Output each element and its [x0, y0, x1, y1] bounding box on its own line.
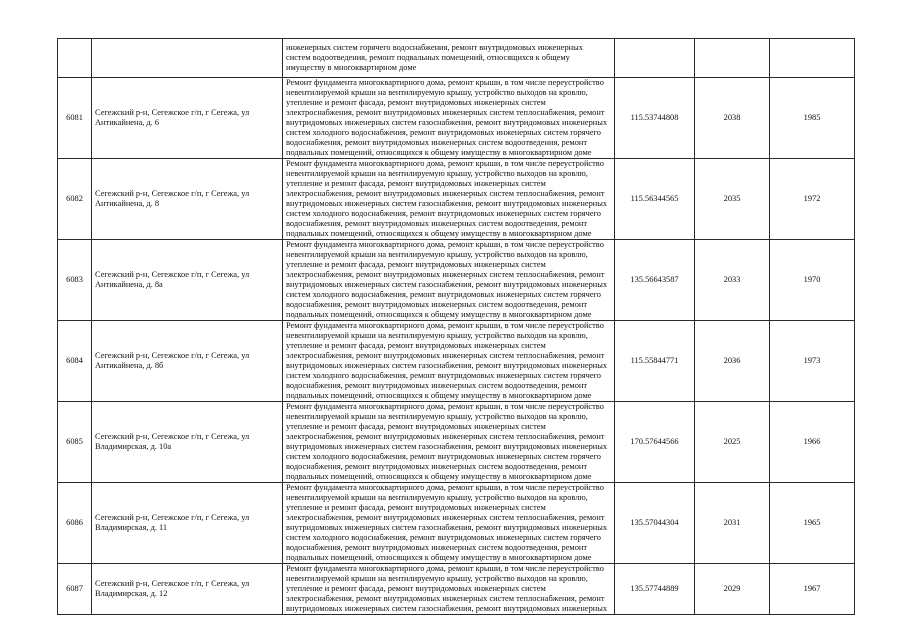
- address-cell: Сегежский р-н, Сегежское г/п, г Сегежа, ул Владимирская, д. 11: [92, 483, 283, 564]
- address-cell: Сегежский р-н, Сегежское г/п, г Сегежа, ул Владимирская, д. 12: [92, 564, 283, 615]
- works-cell: Ремонт фундамента многоквартирного дома, ремонт крыши, в том числе переустройство невентилируемой крыши на вентилируемую крышу, устройство выходов на кровлю, утепление и ремонт фасада, ремонт внутридомовых инженерных систем электроснабжения, ремонт внутридомовых инженерных систем теплоснабжения, ремонт внутридомовых инженерных систем газоснабжения, ремонт внутридомовых инженерных: [283, 564, 615, 615]
- capital-repair-table: [57, 38, 855, 615]
- plan-year-cell: 2038: [695, 78, 770, 159]
- row-number-cell: 6083: [58, 240, 92, 321]
- row-number-cell: 6087: [58, 564, 92, 615]
- built-year-cell: 1967: [770, 564, 855, 615]
- built-year-cell: [770, 39, 855, 78]
- table-row: [58, 564, 855, 615]
- cost-cell: 135.57744889: [615, 564, 695, 615]
- address-cell: Сегежский р-н, Сегежское г/п, г Сегежа, ул Антикайнена, д. 8: [92, 159, 283, 240]
- built-year-cell: 1972: [770, 159, 855, 240]
- row-number-cell: 6081: [58, 78, 92, 159]
- built-year-cell: 1965: [770, 483, 855, 564]
- works-cell: Ремонт фундамента многоквартирного дома, ремонт крыши, в том числе переустройство невентилируемой крыши на вентилируемую крышу, устройство выходов на кровлю, утепление и ремонт фасада, ремонт внутридомовых инженерных систем электроснабжения, ремонт внутридомовых инженерных систем теплоснабжения, ремонт внутридомовых инженерных систем газоснабжения, ремонт внутридомовых инженерных систем холодного водоснабжения, ремонт внутридомовых инженерных систем горячего водоснабжения, ремонт внутридомовых инженерных систем водоотведения, ремонт подвальных помещений, относящихся к общему имуществу в многоквартирном доме: [283, 321, 615, 402]
- table-row: [58, 78, 855, 159]
- plan-year-cell: 2029: [695, 564, 770, 615]
- row-number-cell: [58, 39, 92, 78]
- built-year-cell: 1985: [770, 78, 855, 159]
- plan-year-cell: 2035: [695, 159, 770, 240]
- table-row: [58, 321, 855, 402]
- cost-cell: 135.57044304: [615, 483, 695, 564]
- row-number-cell: 6082: [58, 159, 92, 240]
- table-body: [58, 39, 855, 615]
- table-row: [58, 402, 855, 483]
- address-cell: Сегежский р-н, Сегежское г/п, г Сегежа, ул Антикайнена, д. 8б: [92, 321, 283, 402]
- table-row: [58, 39, 855, 78]
- cost-cell: 135.56643587: [615, 240, 695, 321]
- address-cell: Сегежский р-н, Сегежское г/п, г Сегежа, ул Владимирская, д. 10а: [92, 402, 283, 483]
- works-cell: Ремонт фундамента многоквартирного дома, ремонт крыши, в том числе переустройство невентилируемой крыши на вентилируемую крышу, устройство выходов на кровлю, утепление и ремонт фасада, ремонт внутридомовых инженерных систем электроснабжения, ремонт внутридомовых инженерных систем теплоснабжения, ремонт внутридомовых инженерных систем газоснабжения, ремонт внутридомовых инженерных систем холодного водоснабжения, ремонт внутридомовых инженерных систем горячего водоснабжения, ремонт внутридомовых инженерных систем водоотведения, ремонт подвальных помещений, относящихся к общему имуществу в многоквартирном доме: [283, 483, 615, 564]
- works-cell: Ремонт фундамента многоквартирного дома, ремонт крыши, в том числе переустройство невентилируемой крыши на вентилируемую крышу, устройство выходов на кровлю, утепление и ремонт фасада, ремонт внутридомовых инженерных систем электроснабжения, ремонт внутридомовых инженерных систем теплоснабжения, ремонт внутридомовых инженерных систем газоснабжения, ремонт внутридомовых инженерных систем холодного водоснабжения, ремонт внутридомовых инженерных систем горячего водоснабжения, ремонт внутридомовых инженерных систем водоотведения, ремонт подвальных помещений, относящихся к общему имуществу в многоквартирном доме: [283, 240, 615, 321]
- works-cell: Ремонт фундамента многоквартирного дома, ремонт крыши, в том числе переустройство невентилируемой крыши на вентилируемую крышу, устройство выходов на кровлю, утепление и ремонт фасада, ремонт внутридомовых инженерных систем электроснабжения, ремонт внутридомовых инженерных систем теплоснабжения, ремонт внутридомовых инженерных систем газоснабжения, ремонт внутридомовых инженерных систем холодного водоснабжения, ремонт внутридомовых инженерных систем горячего водоснабжения, ремонт внутридомовых инженерных систем водоотведения, ремонт подвальных помещений, относящихся к общему имуществу в многоквартирном доме: [283, 78, 615, 159]
- cost-cell: 115.56344565: [615, 159, 695, 240]
- row-number-cell: 6084: [58, 321, 92, 402]
- works-cell: Ремонт фундамента многоквартирного дома, ремонт крыши, в том числе переустройство невентилируемой крыши на вентилируемую крышу, устройство выходов на кровлю, утепление и ремонт фасада, ремонт внутридомовых инженерных систем электроснабжения, ремонт внутридомовых инженерных систем теплоснабжения, ремонт внутридомовых инженерных систем газоснабжения, ремонт внутридомовых инженерных систем холодного водоснабжения, ремонт внутридомовых инженерных систем горячего водоснабжения, ремонт внутридомовых инженерных систем водоотведения, ремонт подвальных помещений, относящихся к общему имуществу в многоквартирном доме: [283, 159, 615, 240]
- works-cell: Ремонт фундамента многоквартирного дома, ремонт крыши, в том числе переустройство невентилируемой крыши на вентилируемую крышу, устройство выходов на кровлю, утепление и ремонт фасада, ремонт внутридомовых инженерных систем электроснабжения, ремонт внутридомовых инженерных систем теплоснабжения, ремонт внутридомовых инженерных систем газоснабжения, ремонт внутридомовых инженерных систем холодного водоснабжения, ремонт внутридомовых инженерных систем горячего водоснабжения, ремонт внутридомовых инженерных систем водоотведения, ремонт подвальных помещений, относящихся к общему имуществу в многоквартирном доме: [283, 402, 615, 483]
- built-year-cell: 1973: [770, 321, 855, 402]
- cost-cell: [615, 39, 695, 78]
- row-number-cell: 6085: [58, 402, 92, 483]
- built-year-cell: 1970: [770, 240, 855, 321]
- address-cell: Сегежский р-н, Сегежское г/п, г Сегежа, ул Антикайнена, д. 6: [92, 78, 283, 159]
- built-year-cell: 1966: [770, 402, 855, 483]
- plan-year-cell: 2031: [695, 483, 770, 564]
- cost-cell: 170.57644566: [615, 402, 695, 483]
- address-cell: [92, 39, 283, 78]
- plan-year-cell: 2036: [695, 321, 770, 402]
- plan-year-cell: 2033: [695, 240, 770, 321]
- cost-cell: 115.53744808: [615, 78, 695, 159]
- works-cell: инженерных систем горячего водоснабжения, ремонт внутридомовых инженерных систем водоотведения, ремонт подвальных помещений, относящихся к общему имуществу в многоквартирном доме: [283, 39, 615, 78]
- address-cell: Сегежский р-н, Сегежское г/п, г Сегежа, ул Антикайнена, д. 8а: [92, 240, 283, 321]
- cost-cell: 115.55844771: [615, 321, 695, 402]
- plan-year-cell: 2025: [695, 402, 770, 483]
- plan-year-cell: [695, 39, 770, 78]
- table-row: [58, 240, 855, 321]
- row-number-cell: 6086: [58, 483, 92, 564]
- table-row: [58, 483, 855, 564]
- table-row: [58, 159, 855, 240]
